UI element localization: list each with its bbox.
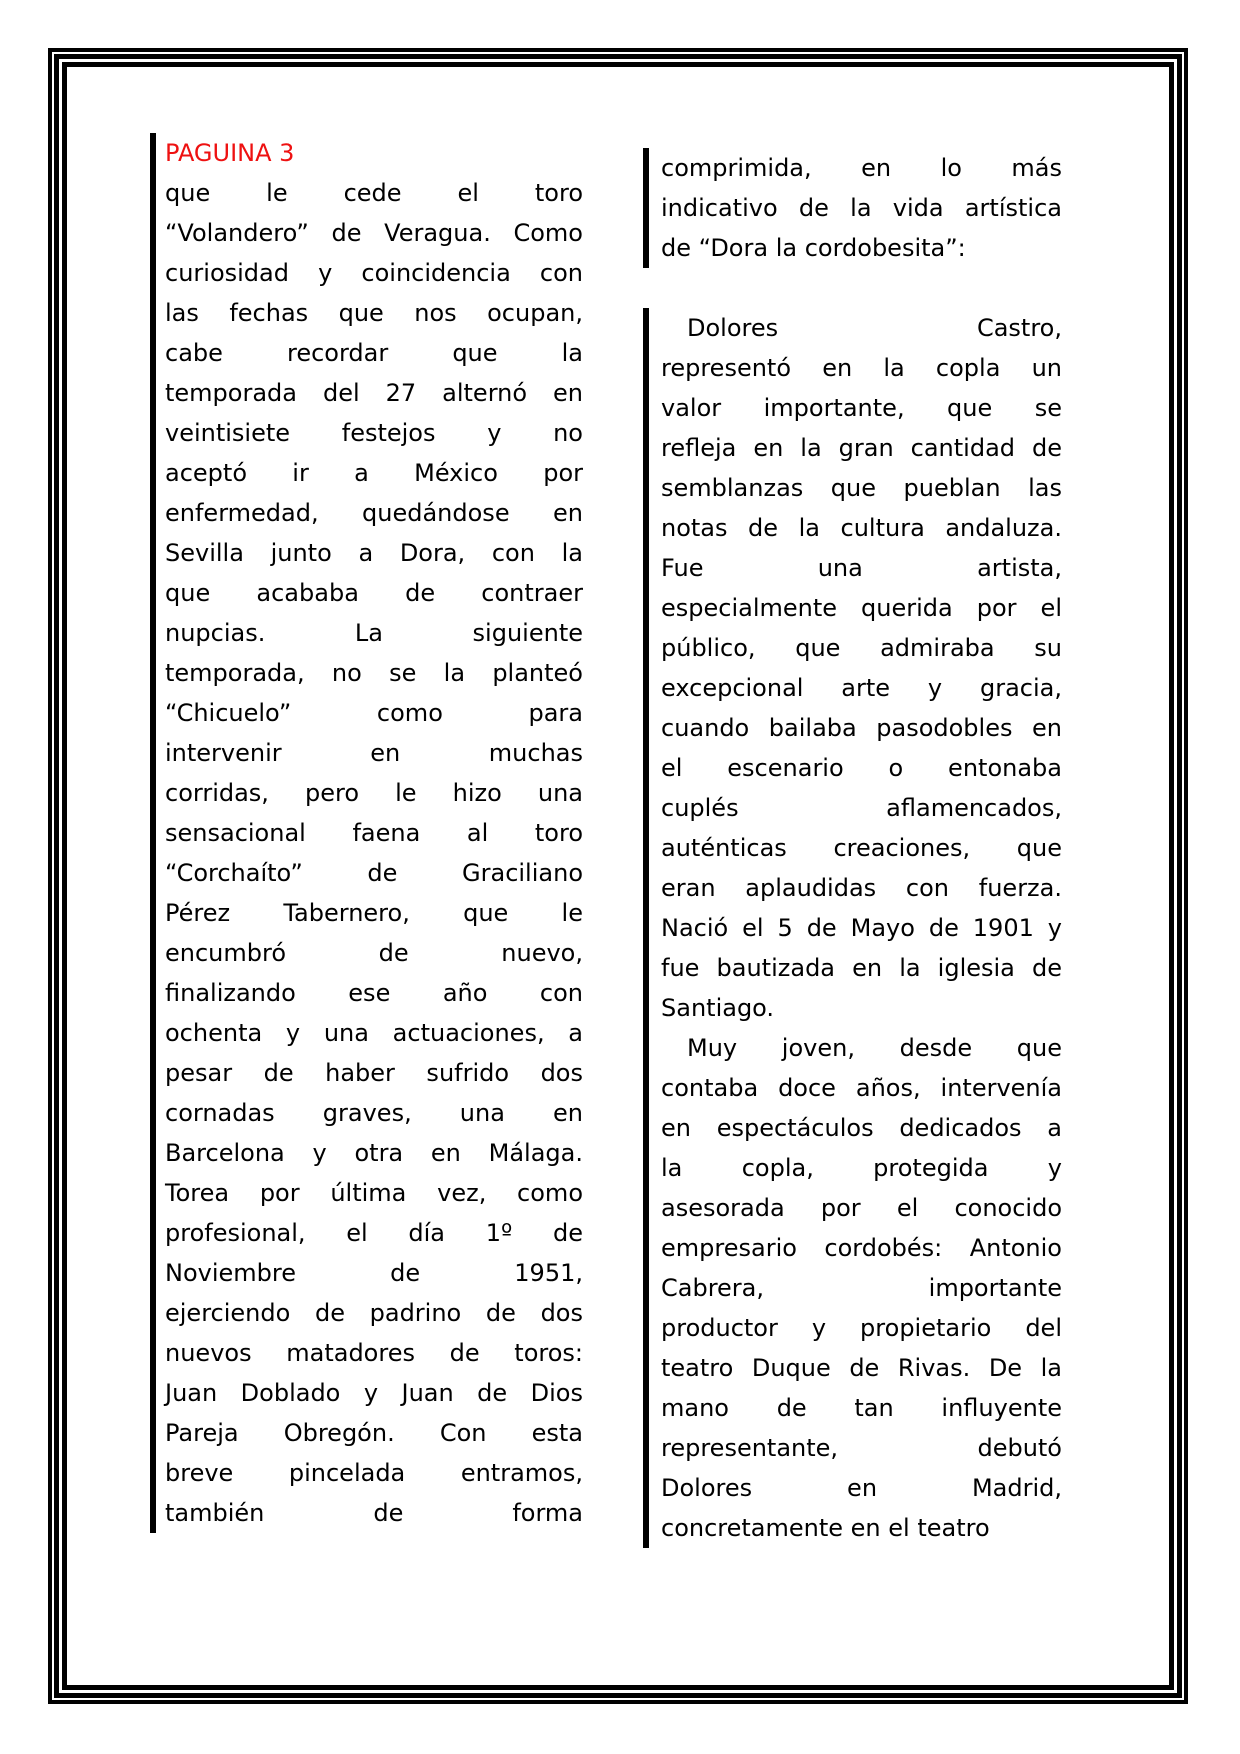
text-line: cabe recordar que la	[165, 339, 583, 367]
text-line: productor y propietario del	[661, 1314, 1062, 1342]
text-line: Sevilla junto a Dora, con la	[165, 539, 583, 567]
text-line: “Volandero” de Veragua. Como	[165, 219, 583, 247]
text-line: corridas, pero le hizo una	[165, 779, 583, 807]
left-column	[150, 133, 583, 1533]
text-line: nupcias. La siguiente	[165, 619, 583, 647]
text-line: enfermedad, quedándose en	[165, 499, 583, 527]
text-line: Pareja Obregón. Con esta	[165, 1419, 583, 1447]
text-line: representó en la copla un	[661, 354, 1062, 382]
text-line: las fechas que nos ocupan,	[165, 299, 583, 327]
text-line: temporada, no se la planteó	[165, 659, 583, 687]
text-line: veintisiete festejos y no	[165, 419, 583, 447]
text-line: contaba doce años, intervenía	[661, 1074, 1062, 1102]
text-line: empresario cordobés: Antonio	[661, 1234, 1062, 1262]
text-line: de “Dora la cordobesita”:	[661, 234, 966, 262]
text-line: Cabrera, importante	[661, 1274, 1062, 1302]
text-line: valor importante, que se	[661, 394, 1062, 422]
text-line: Noviembre de 1951,	[165, 1259, 583, 1287]
text-block	[643, 148, 1062, 268]
text-line: temporada del 27 alternó en	[165, 379, 583, 407]
text-line: aceptó ir a México por	[165, 459, 583, 487]
text-line: el escenario o entonaba	[661, 754, 1062, 782]
text-line: Muy joven, desde que	[687, 1034, 1062, 1062]
text-line: Nació el 5 de Mayo de 1901 y	[661, 914, 1062, 942]
text-line: breve pincelada entramos,	[165, 1459, 583, 1487]
text-line: Juan Doblado y Juan de Dios	[165, 1379, 583, 1407]
text-block	[643, 308, 1062, 1548]
text-line: Fue una artista,	[661, 554, 1062, 582]
text-line: la copla, protegida y	[661, 1154, 1062, 1182]
text-line: pesar de haber sufrido dos	[165, 1059, 583, 1087]
text-line: Dolores en Madrid,	[661, 1474, 1062, 1502]
text-block	[150, 133, 583, 1533]
text-line: “Corchaíto” de Graciliano	[165, 859, 583, 887]
text-line: que le cede el toro	[165, 179, 583, 207]
page-heading: PAGUINA 3	[165, 139, 295, 167]
text-line: nuevos matadores de toros:	[165, 1339, 583, 1367]
text-line: cornadas graves, una en	[165, 1099, 583, 1127]
text-line: notas de la cultura andaluza.	[661, 514, 1062, 542]
text-line: profesional, el día 1º de	[165, 1219, 583, 1247]
text-line: también de forma	[165, 1499, 583, 1527]
text-line: intervenir en muchas	[165, 739, 583, 767]
text-line: especialmente querida por el	[661, 594, 1062, 622]
text-line: finalizando ese año con	[165, 979, 583, 1007]
text-line: en espectáculos dedicados a	[661, 1114, 1062, 1142]
text-line: eran aplaudidas con fuerza.	[661, 874, 1062, 902]
text-line: asesorada por el conocido	[661, 1194, 1062, 1222]
text-line: “Chicuelo” como para	[165, 699, 583, 727]
text-line: representante, debutó	[661, 1434, 1062, 1462]
text-line: público, que admiraba su	[661, 634, 1062, 662]
text-line: mano de tan influyente	[661, 1394, 1062, 1422]
right-column	[643, 148, 1062, 1548]
text-line: refleja en la gran cantidad de	[661, 434, 1062, 462]
text-line: Pérez Tabernero, que le	[165, 899, 583, 927]
text-line: concretamente en el teatro	[661, 1514, 990, 1542]
text-line: Santiago.	[661, 994, 775, 1022]
text-line: Barcelona y otra en Málaga.	[165, 1139, 583, 1167]
text-line: auténticas creaciones, que	[661, 834, 1062, 862]
text-line: excepcional arte y gracia,	[661, 674, 1062, 702]
text-line: Dolores Castro,	[687, 314, 1062, 342]
text-line: fue bautizada en la iglesia de	[661, 954, 1062, 982]
text-line: comprimida, en lo más	[661, 154, 1062, 182]
text-line: cuando bailaba pasodobles en	[661, 714, 1062, 742]
text-line: cuplés aflamencados,	[661, 794, 1062, 822]
text-line: teatro Duque de Rivas. De la	[661, 1354, 1062, 1382]
text-line: indicativo de la vida artística	[661, 194, 1062, 222]
text-line: curiosidad y coincidencia con	[165, 259, 583, 287]
text-line: ochenta y una actuaciones, a	[165, 1019, 583, 1047]
text-line: sensacional faena al toro	[165, 819, 583, 847]
text-line: Torea por última vez, como	[165, 1179, 583, 1207]
text-line: semblanzas que pueblan las	[661, 474, 1062, 502]
text-line: que acababa de contraer	[165, 579, 583, 607]
text-line: encumbró de nuevo,	[165, 939, 583, 967]
text-line: ejerciendo de padrino de dos	[165, 1299, 583, 1327]
